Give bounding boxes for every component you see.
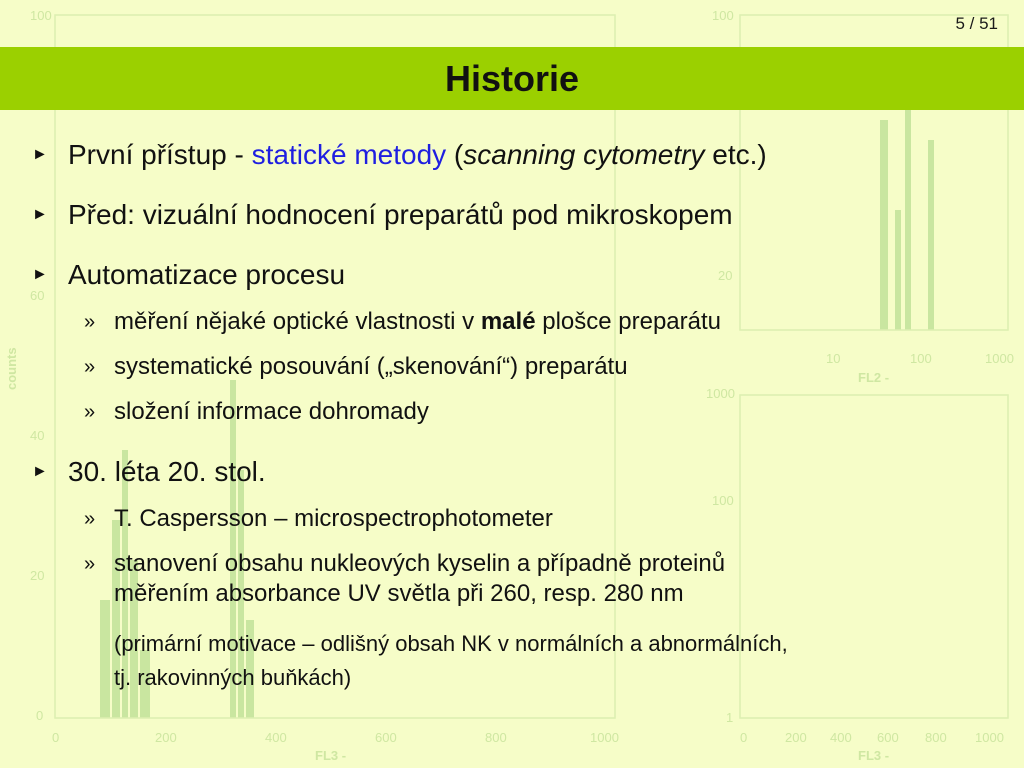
sub-bullet-marker-icon: » xyxy=(84,553,96,575)
bullet-arrow-icon: ► xyxy=(32,266,48,283)
bullet-italic: scanning cytometry xyxy=(463,139,705,170)
bg-ytick: 100 xyxy=(30,8,52,23)
sub-bullet-text-line: měřením absorbance UV světla při 260, resp. 280 nm xyxy=(114,580,684,607)
bullet-text: Před: vizuální hodnocení preparátů pod mikroskopem xyxy=(68,199,733,230)
sub-bullet-marker-icon: » xyxy=(84,401,96,423)
bullet-text-suffix: etc.) xyxy=(704,139,767,170)
bg-xlabel: FL3 - xyxy=(315,748,347,763)
sub-bullet xyxy=(84,549,725,609)
note-line: (primární motivace – odlišný obsah NK v normálních a abnormálních, xyxy=(114,631,788,656)
bg-xtick: 200 xyxy=(155,730,177,745)
bullet-highlight: statické metody xyxy=(251,139,447,170)
bg-xtick: 100 xyxy=(910,351,932,366)
bullet-arrow-icon: ► xyxy=(32,146,48,163)
sub-bullet-text xyxy=(114,549,725,609)
bullet-2 xyxy=(32,198,733,232)
bg-ytick: 0 xyxy=(36,708,44,723)
bullet-text xyxy=(68,138,767,172)
bg-xtick: 0 xyxy=(740,730,748,745)
bullet-arrow-icon: ► xyxy=(32,206,48,223)
bg-xtick: 600 xyxy=(877,730,899,745)
sub-bullet xyxy=(84,504,553,534)
bg-xtick: 400 xyxy=(830,730,852,745)
note xyxy=(114,627,994,695)
slide-title: Historie xyxy=(444,57,580,99)
sub-bullet-text-before: měření nějaké optické vlastnosti v xyxy=(114,308,481,335)
bg-ytick: 100 xyxy=(712,493,734,508)
sub-bullet xyxy=(84,397,429,427)
bullet-text-prefix: První přístup - xyxy=(68,139,252,170)
sub-bullet xyxy=(84,307,721,337)
bg-xtick: 800 xyxy=(485,730,507,745)
bg-xtick: 600 xyxy=(375,730,397,745)
sub-bullet xyxy=(84,352,628,382)
bg-xtick: 1000 xyxy=(590,730,619,745)
bg-ytick: 20 xyxy=(718,268,733,283)
sub-bullet-text xyxy=(114,307,721,337)
bullet-1 xyxy=(32,138,767,172)
bg-ytick: 20 xyxy=(30,568,45,583)
bg-xlabel: FL2 - xyxy=(858,370,890,385)
bg-xtick: 0 xyxy=(52,730,60,745)
sub-bullet-text: T. Caspersson – microspectrophotometer xyxy=(114,505,553,532)
bg-xtick: 200 xyxy=(785,730,807,745)
sub-bullet-text: systematické posouvání („skenování“) preparátu xyxy=(114,353,628,380)
sub-bullet-bold: malé xyxy=(480,308,536,335)
bullet-text-paren: ( xyxy=(446,139,464,170)
bg-ylabel: counts xyxy=(4,347,19,390)
sub-bullet-text: složení informace dohromady xyxy=(114,398,429,425)
bullet-arrow-icon: ► xyxy=(32,463,48,480)
bullet-4 xyxy=(32,455,266,489)
bullet-3 xyxy=(32,258,345,292)
sub-bullet-marker-icon: » xyxy=(84,508,96,530)
sub-bullet-marker-icon: » xyxy=(84,356,96,378)
bg-xtick: 1000 xyxy=(975,730,1004,745)
bg-ytick: 40 xyxy=(30,428,45,443)
page-number: 5 / 51 xyxy=(955,14,998,33)
sub-bullet-marker-icon: » xyxy=(84,311,96,333)
bullet-text: 30. léta 20. stol. xyxy=(68,456,266,487)
bg-ytick: 60 xyxy=(30,288,45,303)
bg-ytick: 1000 xyxy=(706,386,735,401)
bg-xtick: 400 xyxy=(265,730,287,745)
sub-bullet-text-after: plošce preparátu xyxy=(535,308,721,335)
note-line: tj. rakovinných buňkách) xyxy=(114,665,352,690)
bg-xlabel: FL3 - xyxy=(858,748,890,763)
bg-xtick: 800 xyxy=(925,730,947,745)
bg-xtick: 10 xyxy=(826,351,841,366)
bullet-text: Automatizace procesu xyxy=(68,259,346,290)
bg-xtick: 1000 xyxy=(985,351,1014,366)
bg-ytick: 100 xyxy=(712,8,734,23)
bg-ytick: 1 xyxy=(726,710,734,725)
sub-bullet-text-line: stanovení obsahu nukleových kyselin a případně proteinů xyxy=(114,550,726,577)
